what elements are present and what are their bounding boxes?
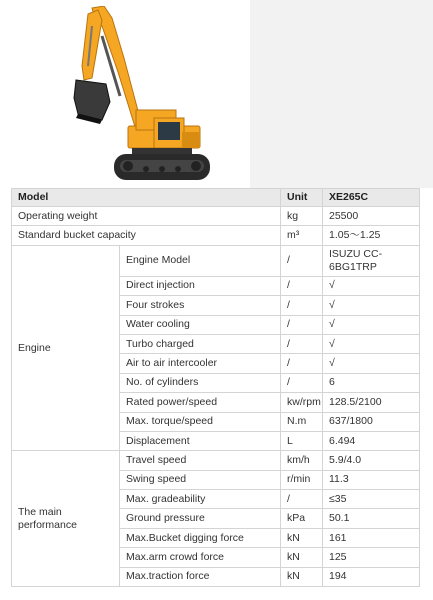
header-value: XE265C bbox=[323, 189, 420, 207]
row-unit: kN bbox=[281, 567, 323, 586]
row-value: 50.1 bbox=[323, 509, 420, 528]
row-unit: L bbox=[281, 431, 323, 450]
row-unit: / bbox=[281, 276, 323, 295]
row-value: 125 bbox=[323, 548, 420, 567]
row-label: Standard bucket capacity bbox=[12, 226, 281, 245]
row-value: √ bbox=[323, 296, 420, 315]
excavator-icon bbox=[62, 6, 212, 184]
row-value: 6 bbox=[323, 373, 420, 392]
table-row bbox=[12, 245, 420, 276]
row-value: 5.9/4.0 bbox=[323, 451, 420, 470]
row-value: ISUZU CC-6BG1TRP bbox=[323, 245, 420, 276]
row-unit: kPa bbox=[281, 509, 323, 528]
row-unit: N.m bbox=[281, 412, 323, 431]
row-unit: kN bbox=[281, 528, 323, 547]
row-label: Engine Model bbox=[120, 245, 281, 276]
spec-table bbox=[11, 188, 420, 587]
row-unit: km/h bbox=[281, 451, 323, 470]
row-label: Operating weight bbox=[12, 207, 281, 226]
group-engine: Engine bbox=[12, 245, 120, 451]
row-value: 161 bbox=[323, 528, 420, 547]
row-label: Travel speed bbox=[120, 451, 281, 470]
row-label: Max.arm crowd force bbox=[120, 548, 281, 567]
row-label: Turbo charged bbox=[120, 334, 281, 353]
row-label: Swing speed bbox=[120, 470, 281, 489]
row-label: Direct injection bbox=[120, 276, 281, 295]
row-label: Max.traction force bbox=[120, 567, 281, 586]
table-row bbox=[12, 451, 420, 470]
row-value: 637/1800 bbox=[323, 412, 420, 431]
row-value: 128.5/2100 bbox=[323, 393, 420, 412]
row-value: 1.05～1.25 bbox=[323, 226, 420, 245]
table-header-row bbox=[12, 189, 420, 207]
row-unit: / bbox=[281, 296, 323, 315]
header-model: Model bbox=[12, 189, 281, 207]
row-label: No. of cylinders bbox=[120, 373, 281, 392]
row-label: Max.Bucket digging force bbox=[120, 528, 281, 547]
row-label: Max. torque/speed bbox=[120, 412, 281, 431]
table-row bbox=[12, 207, 420, 226]
row-unit: / bbox=[281, 315, 323, 334]
row-label: Water cooling bbox=[120, 315, 281, 334]
row-value: ≤35 bbox=[323, 490, 420, 509]
row-value: 6.494 bbox=[323, 431, 420, 450]
row-value: 25500 bbox=[323, 207, 420, 226]
row-value: 11.3 bbox=[323, 470, 420, 489]
row-label: Air to air intercooler bbox=[120, 354, 281, 373]
row-label: Ground pressure bbox=[120, 509, 281, 528]
row-value: √ bbox=[323, 315, 420, 334]
row-unit: kg bbox=[281, 207, 323, 226]
row-unit: m³ bbox=[281, 226, 323, 245]
row-unit: r/min bbox=[281, 470, 323, 489]
row-value: 194 bbox=[323, 567, 420, 586]
row-unit: kw/rpm bbox=[281, 393, 323, 412]
product-banner bbox=[0, 0, 433, 188]
row-label: Four strokes bbox=[120, 296, 281, 315]
row-unit: / bbox=[281, 334, 323, 353]
table-row bbox=[12, 226, 420, 245]
row-value: √ bbox=[323, 354, 420, 373]
product-photo bbox=[0, 0, 250, 188]
row-value: √ bbox=[323, 334, 420, 353]
row-unit: / bbox=[281, 490, 323, 509]
row-label: Max. gradeability bbox=[120, 490, 281, 509]
header-unit: Unit bbox=[281, 189, 323, 207]
row-unit: / bbox=[281, 373, 323, 392]
group-performance: The main performance bbox=[12, 451, 120, 587]
row-label: Displacement bbox=[120, 431, 281, 450]
row-unit: / bbox=[281, 245, 323, 276]
row-unit: / bbox=[281, 354, 323, 373]
row-unit: kN bbox=[281, 548, 323, 567]
row-value: √ bbox=[323, 276, 420, 295]
banner-background bbox=[250, 0, 433, 188]
row-label: Rated power/speed bbox=[120, 393, 281, 412]
